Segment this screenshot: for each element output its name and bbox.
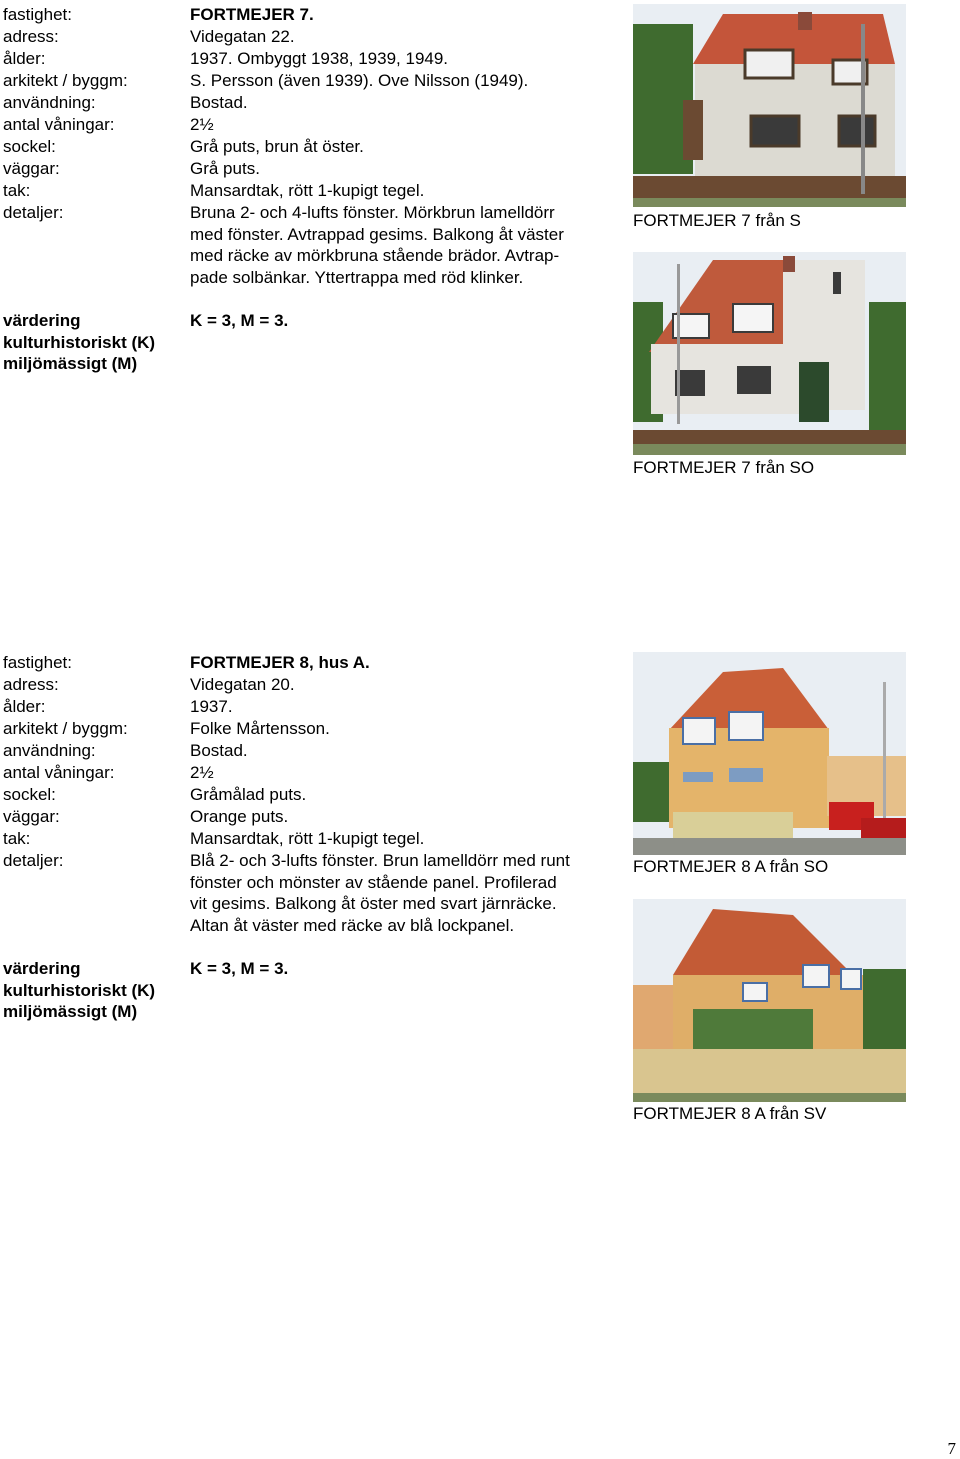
photo-fortmejer-7-s xyxy=(633,4,906,207)
valuation-label: kulturhistoriskt (K) xyxy=(3,332,156,352)
field-label: fastighet: xyxy=(3,653,72,672)
field-value: 2½ xyxy=(190,763,214,782)
photo-caption: FORTMEJER 8 A från SV xyxy=(633,1104,827,1123)
field-value: Gråmålad puts. xyxy=(190,785,307,804)
field-value: 1937. Ombyggt 1938, 1939, 1949. xyxy=(190,49,449,68)
valuation-labels xyxy=(3,310,155,375)
field-value: Mansardtak, rött 1-kupigt tegel. xyxy=(190,181,425,200)
field-value: Bostad. xyxy=(190,741,248,760)
field-label: ålder: xyxy=(3,697,46,716)
field-label: fastighet: xyxy=(3,5,72,24)
field-value: Orange puts. xyxy=(190,807,289,826)
field-label: arkitekt / byggm: xyxy=(3,71,128,90)
photo-caption: FORTMEJER 8 A från SO xyxy=(633,857,829,876)
field-value: Bostad. xyxy=(190,93,248,112)
photo-fortmejer-8a-sv xyxy=(633,899,906,1102)
valuation-label: kulturhistoriskt (K) xyxy=(3,980,156,1000)
field-value: 1937. xyxy=(190,697,233,716)
field-value: FORTMEJER 8, hus A. xyxy=(190,653,370,672)
details-line: Blå 2- och 3-lufts fönster. Brun lamelldörr med runt xyxy=(190,851,570,870)
valuation-value: K = 3, M = 3. xyxy=(190,959,289,978)
field-label: adress: xyxy=(3,27,59,46)
details-line: Bruna 2- och 4-lufts fönster. Mörkbrun lamelldörr xyxy=(190,203,555,222)
field-value: FORTMEJER 7. xyxy=(190,5,314,24)
valuation-label: miljömässigt (M) xyxy=(3,354,138,374)
details-line: med räcke av mörkbruna stående brädor. Avtrap- xyxy=(190,246,560,266)
field-value: S. Persson (även 1939). Ove Nilsson (1949). xyxy=(190,71,529,90)
field-label: tak: xyxy=(3,829,31,848)
field-label: användning: xyxy=(3,741,96,760)
field-label: väggar: xyxy=(3,159,60,178)
details-line: Altan åt väster med räcke av blå lockpanel. xyxy=(190,915,515,935)
page-number: 7 xyxy=(947,1439,956,1458)
field-label: arkitekt / byggm: xyxy=(3,719,128,738)
field-label: väggar: xyxy=(3,807,60,826)
photo-fortmejer-7-so xyxy=(633,252,906,455)
details-line: med fönster. Avtrappad gesims. Balkong åt väster xyxy=(190,224,564,244)
valuation-label: miljömässigt (M) xyxy=(3,1002,138,1022)
details-line: vit gesims. Balkong åt öster med svart järnräcke. xyxy=(190,894,557,914)
field-label: sockel: xyxy=(3,785,56,804)
details-line: pade solbänkar. Yttertrappa med röd klinker. xyxy=(190,267,524,287)
field-label: antal våningar: xyxy=(3,763,115,782)
field-value: Folke Mårtensson. xyxy=(190,719,330,738)
details-text xyxy=(190,850,570,936)
field-value: 2½ xyxy=(190,115,214,134)
field-label: detaljer: xyxy=(3,203,64,222)
field-value: Videgatan 22. xyxy=(190,27,295,46)
valuation-label: värdering xyxy=(3,959,81,978)
field-value: Grå puts, brun åt öster. xyxy=(190,137,364,156)
photo-fortmejer-8a-so xyxy=(633,652,906,855)
field-label: adress: xyxy=(3,675,59,694)
field-value: Videgatan 20. xyxy=(190,675,295,694)
valuation-label: värdering xyxy=(3,311,81,330)
valuation-labels xyxy=(3,958,155,1023)
photo-caption: FORTMEJER 7 från SO xyxy=(633,458,815,477)
details-text xyxy=(190,202,564,288)
field-value: Mansardtak, rött 1-kupigt tegel. xyxy=(190,829,425,848)
field-label: användning: xyxy=(3,93,96,112)
photo-caption: FORTMEJER 7 från S xyxy=(633,211,801,230)
field-label: sockel: xyxy=(3,137,56,156)
field-label: tak: xyxy=(3,181,31,200)
valuation-value: K = 3, M = 3. xyxy=(190,311,289,330)
field-label: antal våningar: xyxy=(3,115,115,134)
field-value: Grå puts. xyxy=(190,159,260,178)
field-label: detaljer: xyxy=(3,851,64,870)
field-label: ålder: xyxy=(3,49,46,68)
details-line: fönster och mönster av stående panel. Profilerad xyxy=(190,872,557,892)
